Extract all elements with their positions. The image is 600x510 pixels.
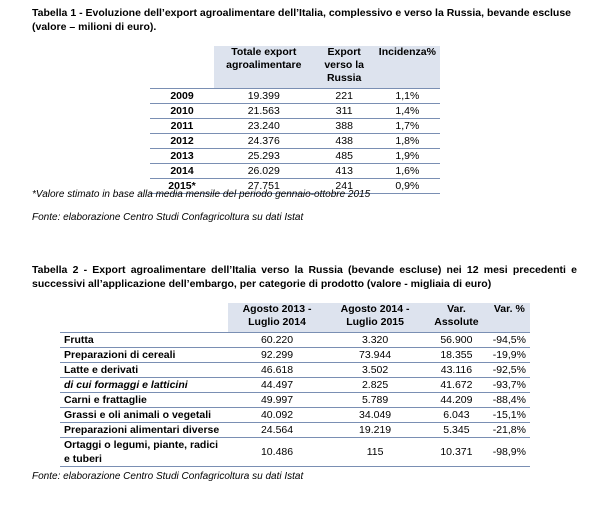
table2-row-label: Carni e frattaglie: [60, 393, 228, 408]
table2-row-label: Latte e derivati: [60, 363, 228, 378]
table1-cell: 26.029: [214, 164, 314, 179]
table2-cell: 5.345: [424, 423, 489, 438]
table2-cell: -92,5%: [489, 363, 530, 378]
table2-cell: 19.219: [326, 423, 424, 438]
table1-row-label: 2012: [150, 134, 214, 149]
table1-cell: 0,9%: [375, 179, 440, 194]
table2-header-period2: Agosto 2014 - Luglio 2015: [326, 303, 424, 333]
table2-cell: 41.672: [424, 378, 489, 393]
table2-row: [60, 408, 530, 423]
table1-row-label: 2011: [150, 119, 214, 134]
table2-cell: 34.049: [326, 408, 424, 423]
table1-row: [150, 104, 440, 119]
table2: [60, 303, 530, 467]
table2-header-pct-change: Var. %: [489, 303, 530, 333]
table2-cell: 73.944: [326, 348, 424, 363]
table2-cell: 6.043: [424, 408, 489, 423]
table1-row: [150, 164, 440, 179]
table2-row: [60, 378, 530, 393]
table2-cell: 3.502: [326, 363, 424, 378]
table1: [150, 46, 440, 194]
table2-body: [60, 333, 530, 467]
table2-source: Fonte: elaborazione Centro Studi Confagricoltura su dati Istat: [32, 471, 304, 482]
table2-cell: 56.900: [424, 333, 489, 348]
table2-cell: -19,9%: [489, 348, 530, 363]
table2-cell: 3.320: [326, 333, 424, 348]
table2-cell: -93,7%: [489, 378, 530, 393]
table1-row-label: 2013: [150, 149, 214, 164]
table1-cell: 25.293: [214, 149, 314, 164]
table2-cell: 18.355: [424, 348, 489, 363]
table2-row-label: Grassi e oli animali o vegetali: [60, 408, 228, 423]
table2-cell: 92.299: [228, 348, 326, 363]
table1-cell: 1,6%: [375, 164, 440, 179]
table1-cell: 485: [314, 149, 375, 164]
table2-row-label: Ortaggi o legumi, piante, radici e tuberi: [60, 438, 228, 467]
table1-cell: 19.399: [214, 89, 314, 104]
table2-row-label: Frutta: [60, 333, 228, 348]
table1-body: [150, 89, 440, 194]
table1-cell: 311: [314, 104, 375, 119]
table1-caption-text: - Evoluzione dell’export agroalimentare dell’Italia, complessivo e verso la Russia, bevande escluse (valore – milioni di euro).: [32, 7, 572, 33]
table1-cell: 21.563: [214, 104, 314, 119]
table2-cell: -88,4%: [489, 393, 530, 408]
table1-cell: 1,9%: [375, 149, 440, 164]
table2-cell: 49.997: [228, 393, 326, 408]
table2-cell: 46.618: [228, 363, 326, 378]
table2-cell: -21,8%: [489, 423, 530, 438]
table1-row-label: 2009: [150, 89, 214, 104]
table1-cell: 24.376: [214, 134, 314, 149]
table2-cell: 10.371: [424, 438, 489, 467]
table2-row-label: Preparazioni di cereali: [60, 348, 228, 363]
table2-cell: 60.220: [228, 333, 326, 348]
table1-header-year: [150, 46, 214, 89]
table2-header-abs-change: Var. Assolute: [424, 303, 489, 333]
table2-row: [60, 348, 530, 363]
table2-row: [60, 363, 530, 378]
table1-cell: 23.240: [214, 119, 314, 134]
table1-cell: 27.751: [214, 179, 314, 194]
table1-header-russia: Export verso la Russia: [314, 46, 375, 89]
table1-cell: 1,4%: [375, 104, 440, 119]
table2-row: [60, 438, 530, 467]
table2-cell: 44.209: [424, 393, 489, 408]
table2-cell: 115: [326, 438, 424, 467]
table1-header-total: Totale export agroalimentare: [214, 46, 314, 89]
table1-row-label: 2014: [150, 164, 214, 179]
table1-cell: 1,8%: [375, 134, 440, 149]
table2-cell: -98,9%: [489, 438, 530, 467]
table2-row: [60, 333, 530, 348]
table1-cell: 388: [314, 119, 375, 134]
table1-header-share: Incidenza%: [375, 46, 440, 89]
table2-cell: 40.092: [228, 408, 326, 423]
table2-row: [60, 423, 530, 438]
table1-cell: 1,1%: [375, 89, 440, 104]
table2-cell: -94,5%: [489, 333, 530, 348]
table1-caption-label: Tabella 1: [32, 7, 77, 19]
table2-cell: 2.825: [326, 378, 424, 393]
table2-row-label: Preparazioni alimentari diverse: [60, 423, 228, 438]
table2-row-label: di cui formaggi e latticini: [60, 378, 228, 393]
table1-header-row: [150, 46, 440, 89]
table2-cell: 24.564: [228, 423, 326, 438]
table2-caption: Tabella 2 - Export agroalimentare dell’Italia verso la Russia (bevande escluse) nei 12 mesi precedenti e successivi all’applicazione dell’embargo, per categorie di prodotto (valore - migliaia di euro): [32, 264, 577, 290]
table1-row-label: 2010: [150, 104, 214, 119]
table1-cell: 241: [314, 179, 375, 194]
table1-row: [150, 119, 440, 134]
table1-cell: 1,7%: [375, 119, 440, 134]
table1-source: Fonte: elaborazione Centro Studi Confagricoltura su dati Istat: [32, 212, 304, 223]
table1-row: [150, 134, 440, 149]
table1-row-label: 2015*: [150, 179, 214, 194]
table1-cell: 438: [314, 134, 375, 149]
table1-cell: 413: [314, 164, 375, 179]
table2-header-row: [60, 303, 530, 333]
table2-cell: 10.486: [228, 438, 326, 467]
table1-footnote: *Valore stimato in base alla media mensile del periodo gennaio-ottobre 2015: [32, 189, 371, 200]
table2-cell: -15,1%: [489, 408, 530, 423]
table2-cell: 44.497: [228, 378, 326, 393]
table1-row: [150, 89, 440, 104]
table1-row: [150, 149, 440, 164]
table1-cell: 221: [314, 89, 375, 104]
table1-caption: [32, 6, 577, 34]
table2-header-period1: Agosto 2013 - Luglio 2014: [228, 303, 326, 333]
table2-header-category: [60, 303, 228, 333]
table2-cell: 5.789: [326, 393, 424, 408]
table2-row: [60, 393, 530, 408]
table2-cell: 43.116: [424, 363, 489, 378]
